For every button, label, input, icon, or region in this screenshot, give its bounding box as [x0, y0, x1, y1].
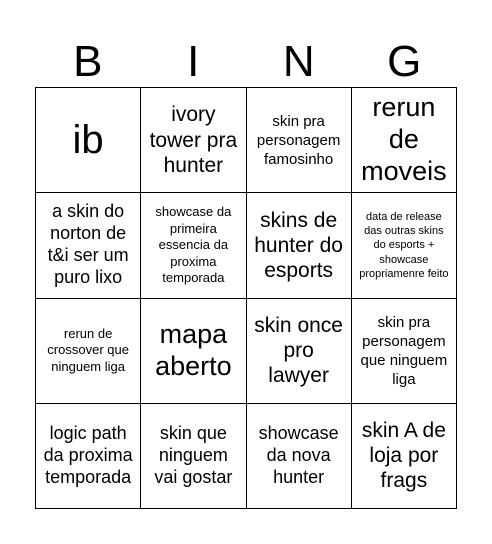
bingo-cell-r4c1[interactable]: logic path da proxima temporada	[36, 404, 141, 509]
bingo-cell-r1c3[interactable]: skin pra personagem famosinho	[247, 88, 352, 193]
header-letter-n: N	[282, 37, 315, 86]
bingo-cell-r2c4[interactable]: data de release das outras skins do esports + showcase propriamenre feito	[352, 193, 457, 298]
bingo-cell-r4c2[interactable]: skin que ninguem vai gostar	[141, 404, 246, 509]
bingo-card-grid	[35, 87, 457, 509]
bingo-cell-r2c2[interactable]: showcase da primeira essencia da proxima temporada	[141, 193, 246, 298]
bingo-cell-r3c3[interactable]: skin once pro lawyer	[247, 299, 352, 404]
header-letter-g: G	[387, 37, 422, 86]
bingo-cell-r3c4[interactable]: skin pra personagem que ninguem liga	[352, 299, 457, 404]
bingo-cell-r3c1[interactable]: rerun de crossover que ninguem liga	[36, 299, 141, 404]
bingo-cell-r1c2[interactable]: ivory tower pra hunter	[141, 88, 246, 193]
bingo-cell-r2c1[interactable]: a skin do norton de t&i ser um puro lixo	[36, 193, 141, 298]
bingo-cell-r3c2[interactable]: mapa aberto	[141, 299, 246, 404]
bingo-cell-r4c3[interactable]: showcase da nova hunter	[247, 404, 352, 509]
header-letter-b: B	[73, 37, 103, 86]
bingo-header	[35, 36, 457, 88]
header-letter-i: I	[187, 37, 200, 86]
bingo-cell-r1c4[interactable]: rerun de moveis	[352, 88, 457, 193]
bingo-cell-r4c4[interactable]: skin A de loja por frags	[352, 404, 457, 509]
bingo-cell-r1c1[interactable]: ib	[36, 88, 141, 193]
bingo-cell-r2c3[interactable]: skins de hunter do esports	[247, 193, 352, 298]
